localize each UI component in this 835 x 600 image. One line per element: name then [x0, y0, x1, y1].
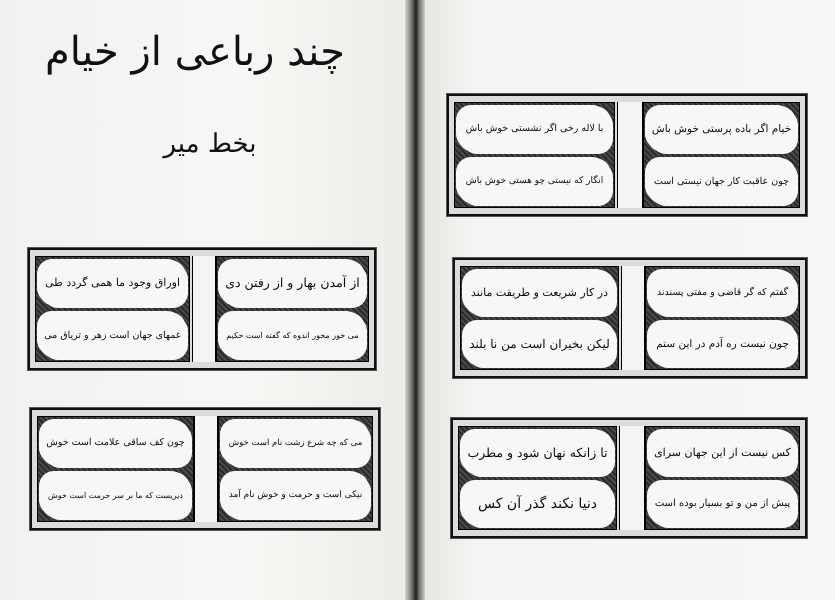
verse-cloud — [460, 108, 609, 150]
panel-divider — [621, 266, 645, 370]
page-title: چند رباعی از خیام — [45, 29, 345, 75]
panel-divider — [192, 256, 216, 362]
panel-left-half — [37, 416, 194, 522]
verse-line: دیریست که ما بر سر حرمت است خوش — [48, 490, 183, 500]
panel-divider — [617, 102, 643, 208]
quatrain-panel-4 — [28, 248, 376, 370]
verse-cloud — [41, 262, 184, 304]
right-page — [425, 0, 835, 600]
panel-right-half — [643, 102, 800, 208]
panel-divider — [194, 416, 218, 522]
verse-cloud — [41, 314, 184, 356]
left-page — [0, 0, 405, 600]
verse-line: در کار شریعت و طریقت مانند — [470, 285, 608, 299]
quatrain-panel-2 — [453, 258, 807, 378]
verse-cloud — [466, 323, 613, 364]
verse-cloud — [651, 483, 794, 524]
verse-cloud — [224, 422, 367, 464]
verse-line: لیکن بخیران است من نا بلند — [469, 336, 610, 351]
panel-right-half — [218, 416, 373, 522]
verse-cloud — [649, 108, 794, 150]
verse-cloud — [222, 314, 363, 356]
quatrain-panel-1 — [447, 94, 807, 216]
verse-line: کس نیست از این جهان سرای — [654, 445, 791, 459]
verse-line: غمهای جهان است زهر و تریاق می — [44, 329, 181, 341]
verse-line: چون عاقبت کار جهان نیستی است — [654, 175, 789, 187]
verse-cloud — [651, 432, 794, 473]
quatrain-panel-5 — [30, 408, 380, 530]
verse-cloud — [222, 262, 363, 304]
verse-cloud — [464, 432, 611, 473]
verse-cloud — [43, 422, 188, 464]
book-gutter — [405, 0, 425, 600]
verse-line: خیام اگر باده پرستی خوش باش — [651, 122, 792, 135]
verse-line: پیش از من و تو بسیار بوده است — [654, 498, 791, 510]
verse-line: اوراق وجود ما همی گردد طی — [44, 276, 181, 290]
verse-cloud — [464, 483, 611, 524]
panel-left-half — [458, 426, 617, 530]
verse-cloud — [466, 272, 613, 313]
verse-line: گفتم که گر قاضی و مفتی پسندند — [656, 286, 789, 298]
verse-line: چون نیست ره آدم در این ستم — [656, 337, 789, 350]
quatrain-panel-3 — [451, 418, 807, 538]
verse-line: انگار که نیستی چو هستی خوش باش — [465, 176, 604, 187]
verse-cloud — [224, 474, 367, 516]
panel-left-half — [35, 256, 190, 362]
verse-line: می خور مخور اندوه که گفته است حکیم — [226, 330, 359, 340]
panel-right-half — [645, 266, 800, 370]
verse-line: از آمدن بهار و از رفتن دی — [225, 275, 360, 291]
verse-line: می که چه شرع زشت نام است خوش — [228, 437, 363, 448]
verse-line: دنیا نکند گذر آن کس — [477, 495, 598, 512]
verse-cloud — [651, 272, 794, 313]
panel-right-half — [216, 256, 369, 362]
panel-divider — [619, 426, 645, 530]
verse-line: نیکی است و حرمت و خوش نام آمد — [228, 490, 363, 501]
page-subtitle: بخط میر — [163, 129, 257, 159]
verse-cloud — [460, 160, 609, 202]
verse-line: با لاله رخی اگر نشستی خوش باش — [465, 123, 604, 135]
verse-cloud — [651, 323, 794, 364]
verse-cloud — [43, 474, 188, 516]
verse-line: تا زانکه نهان شود و مطرب — [467, 444, 608, 460]
verse-line: چون کف ساقی علامت است خوش — [46, 437, 185, 449]
panel-left-half — [454, 102, 615, 208]
panel-left-half — [460, 266, 619, 370]
verse-cloud — [649, 160, 794, 202]
panel-right-half — [645, 426, 800, 530]
